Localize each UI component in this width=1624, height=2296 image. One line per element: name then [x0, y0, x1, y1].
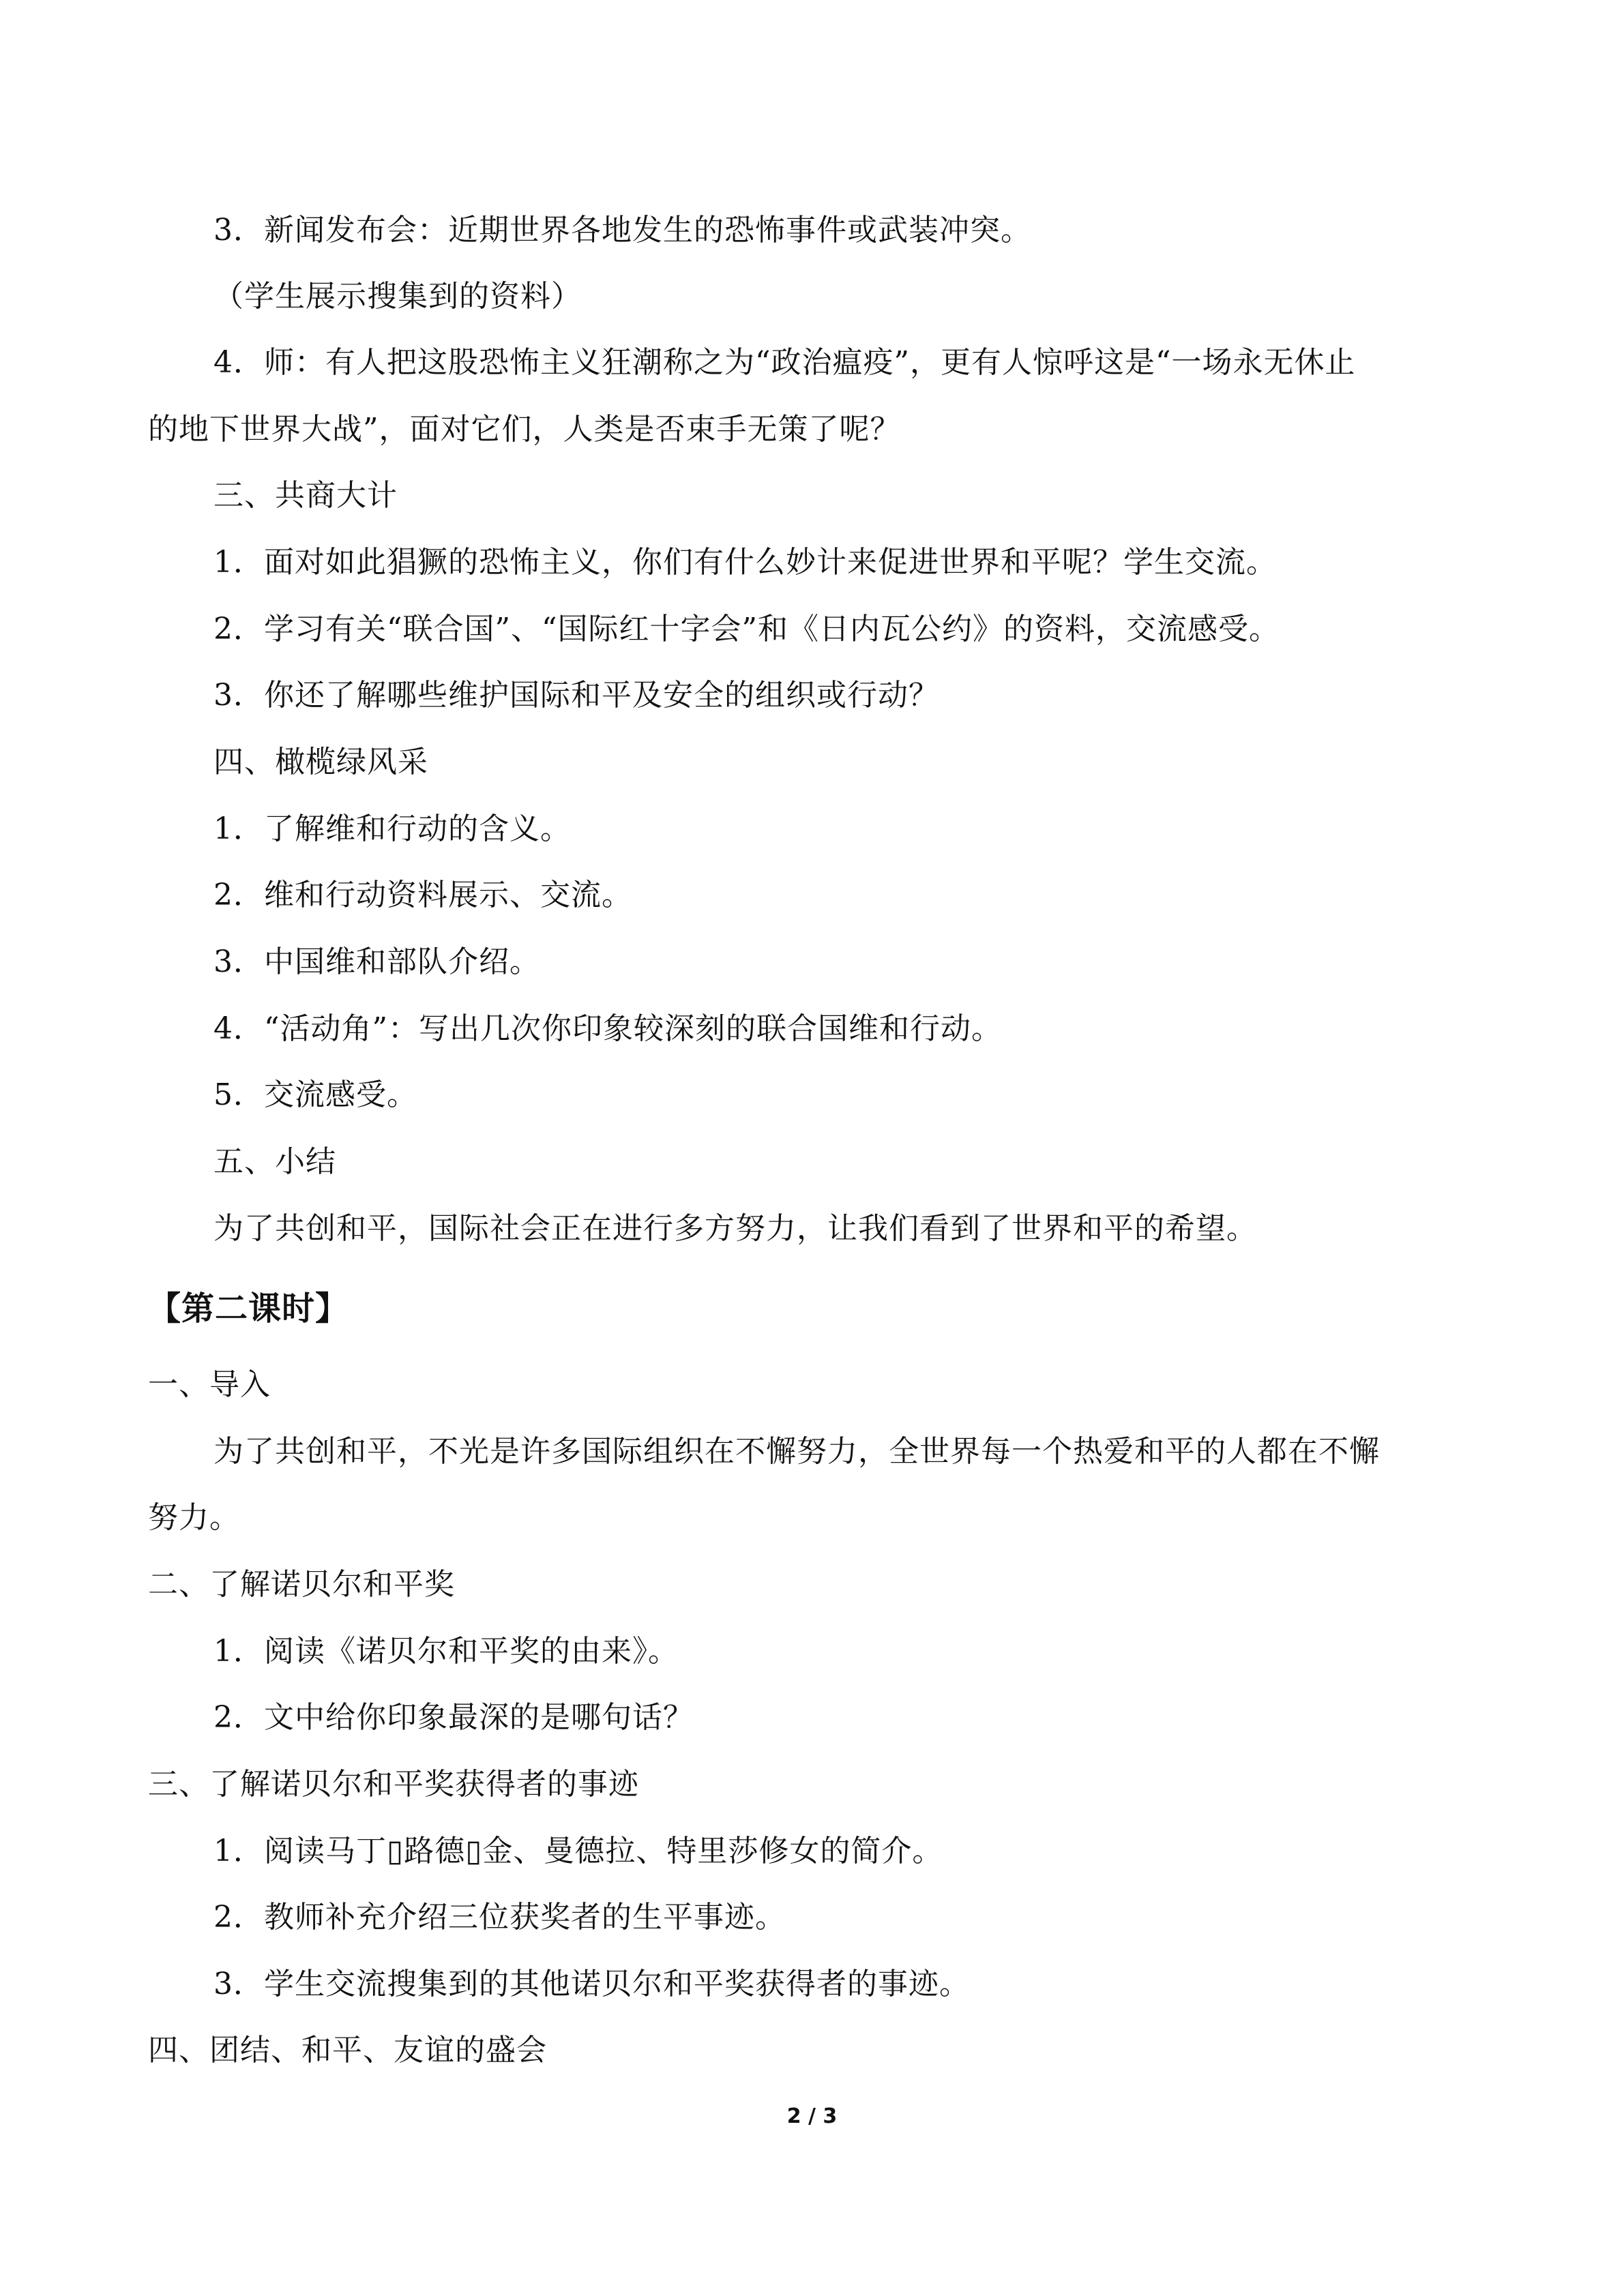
section-heading: 三、了解诺贝尔和平奖获得者的事迹 — [148, 1767, 639, 1802]
section-heading: 四、团结、和平、友谊的盛会 — [148, 2033, 547, 2068]
text-line: 的地下世界大战”，面对它们，人类是否束手无策了呢？ — [148, 412, 901, 447]
section-heading: 三、共商大计 — [213, 478, 398, 513]
section-heading: 一、导入 — [148, 1367, 271, 1402]
text-line: 1．阅读《诺贝尔和平奖的由来》。 — [213, 1634, 679, 1669]
section-heading: 五、小结 — [213, 1144, 336, 1179]
text-line: 1．了解维和行动的含义。 — [213, 811, 571, 846]
text-line: 4．师：有人把这股恐怖主义狂潮称之为“政治瘟疫”，更有人惊呼这是“一场永无休止 — [213, 345, 1356, 380]
section-heading: 四、橄榄绿风采 — [213, 745, 428, 779]
text-line: 3．你还了解哪些维护国际和平及安全的组织或行动？ — [213, 678, 939, 713]
page-number: 2 / 3 — [786, 2104, 838, 2128]
text-line: （学生展示搜集到的资料） — [213, 279, 582, 314]
text-line: 5．交流感受。 — [213, 1077, 417, 1112]
text-line: 3．中国维和部队介绍。 — [213, 944, 540, 979]
text-line: 3．学生交流搜集到的其他诺贝尔和平奖获得者的事迹。 — [213, 1967, 970, 2001]
lesson-heading: 【第二课时】 — [148, 1289, 349, 1328]
text-line: 1．阅读马丁▯路德▯金、曼德拉、特里莎修女的简介。 — [213, 1834, 943, 1868]
text-line: 2．文中给你印象最深的是哪句话？ — [213, 1700, 694, 1735]
text-line: 为了共创和平，不光是许多国际组织在不懈努力，全世界每一个热爱和平的人都在不懈 — [213, 1434, 1380, 1469]
text-line: 2．维和行动资料展示、交流。 — [213, 878, 632, 912]
text-line: 2．教师补充介绍三位获奖者的生平事迹。 — [213, 1900, 786, 1935]
text-line: 4．“活动角”：写出几次你印象较深刻的联合国维和行动。 — [213, 1011, 1002, 1046]
text-line: 2．学习有关“联合国”、“国际红十字会”和《日内瓦公约》的资料，交流感受。 — [213, 612, 1280, 646]
section-heading: 二、了解诺贝尔和平奖 — [148, 1567, 455, 1602]
text-line: 为了共创和平，国际社会正在进行多方努力，让我们看到了世界和平的希望。 — [213, 1211, 1257, 1246]
text-line: 3．新闻发布会：近期世界各地发生的恐怖事件或武装冲突。 — [213, 213, 1031, 248]
text-line: 努力。 — [148, 1500, 240, 1535]
text-line: 1．面对如此猖獗的恐怖主义，你们有什么妙计来促进世界和平呢？学生交流。 — [213, 545, 1277, 580]
